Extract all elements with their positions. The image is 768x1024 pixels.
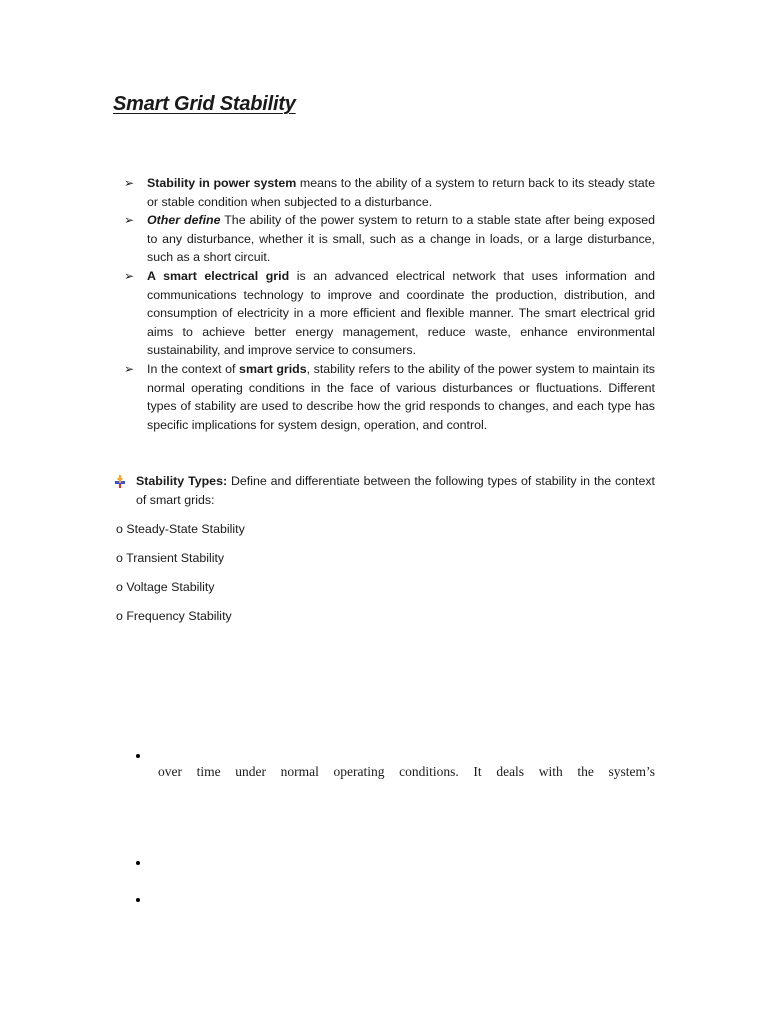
definition-item-context bbox=[124, 360, 655, 434]
stability-types-body: Define and differentiate between the following types of stability in the context of smart grids: bbox=[136, 474, 655, 507]
definition-term: Stability in power system bbox=[147, 176, 297, 190]
arrow-bullet-icon: ➢ bbox=[124, 268, 135, 283]
list-item-frequency: o Frequency Stability bbox=[116, 609, 232, 623]
stability-types-text bbox=[136, 472, 655, 509]
definition-body: is an advanced electrical network that uses information and communications technology to improve and coordinate the production, distribution, and consumption of electricity in a more efficient and flexible manner. The smart electrical grid aims to achieve better energy management, reduce waste, enhance environmental sustainability, and improve service to consumers. bbox=[147, 268, 655, 358]
definition-prefix: In the context of bbox=[147, 361, 240, 376]
definition-item-smart-grid bbox=[124, 267, 655, 360]
definition-text bbox=[147, 267, 655, 360]
arrow-bullet-icon: ➢ bbox=[124, 361, 135, 376]
definition-body: , stability refers to the ability of the power system to maintain its normal operating conditions in the face of various disturbances or fluctuations. Different types of stability are used to describe how the grid responds to changes, and each type has specific implications for system design, operation, and control. bbox=[147, 361, 655, 432]
bullet-dot-icon bbox=[136, 861, 140, 865]
definitions-list bbox=[124, 174, 655, 434]
fragment-text-line: over time under normal operating conditions. It deals with the system’s bbox=[158, 764, 655, 779]
stability-types-heading: Stability Types: bbox=[136, 474, 228, 488]
bullet-dot-icon bbox=[136, 898, 140, 902]
pin-icon bbox=[113, 472, 136, 490]
list-item-transient: o Transient Stability bbox=[116, 551, 225, 565]
list-item-voltage: o Voltage Stability bbox=[116, 580, 215, 594]
definition-body: The ability of the power system to return to a stable state after being exposed to any disturbance, whether it is small, such as a change in loads, or a large disturbance, such as a short circuit. bbox=[147, 213, 655, 265]
page-title: Smart Grid Stability bbox=[113, 93, 296, 115]
definition-text bbox=[147, 360, 655, 434]
bullet-dot-icon bbox=[136, 754, 140, 758]
definition-body: means to the ability of a system to return back to its steady state or stable condition when subjected to a disturbance. bbox=[147, 176, 655, 209]
list-item-steady-state: o Steady-State Stability bbox=[116, 522, 245, 536]
arrow-bullet-icon: ➢ bbox=[124, 213, 135, 228]
definition-term: Other define bbox=[147, 213, 221, 228]
stability-types-paragraph bbox=[113, 472, 655, 509]
definition-item-stability bbox=[124, 174, 655, 211]
definition-term: smart grids bbox=[239, 361, 307, 376]
definition-item-other bbox=[124, 211, 655, 267]
definition-text bbox=[147, 211, 655, 267]
arrow-bullet-icon: ➢ bbox=[124, 176, 135, 190]
definition-text bbox=[147, 174, 655, 211]
stability-types-list bbox=[116, 519, 245, 635]
definition-term: A smart electrical grid bbox=[147, 268, 290, 283]
